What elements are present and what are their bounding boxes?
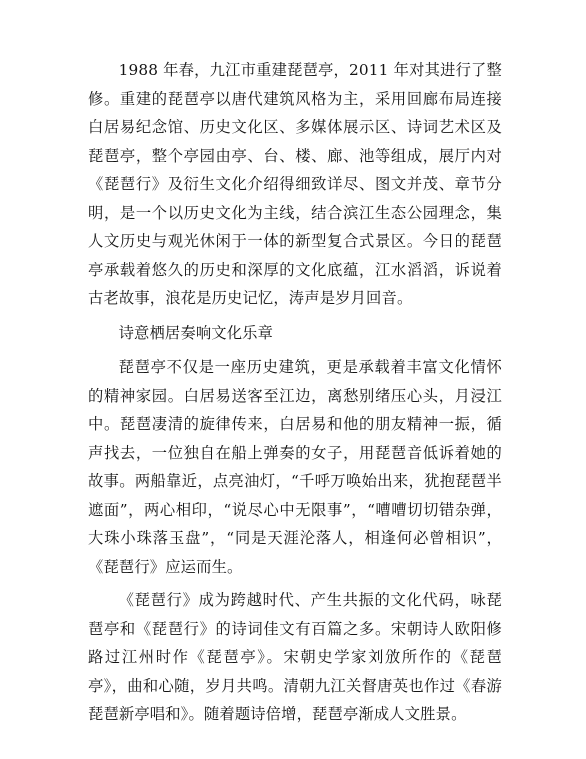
paragraph-pipa-story: 琵琶亭不仅是一座历史建筑，更是承载着丰富文化情怀的精神家园。白居易送客至江边，离愁别绪压心头，月浸江中。琵琶凄清的旋律传来，白居易和他的朋友精神一振，循声找去，一位独自在船上弹奏的女子，用琵琶音低诉着她的故事。两船靠近，点亮油灯，“千呼万唤始出来，犹抱琵琶半遮面”，两心相印，“说尽心中无限事”，“嘈嘈切切错杂弹，大珠小珠落玉盘”，“同是天涯沦落人，相逢何必曾相识”，《琵琶行》应运而生。 [88,358,502,576]
paragraph-history: 1988 年春，九江市重建琵琶亭，2011 年对其进行了整修。重建的琵琶亭以唐代建筑风格为主，采用回廊布局连接白居易纪念馆、历史文化区、多媒体展示区、诗词艺术区及琵琶亭，整个亭园由亭、台、楼、廊、池等组成，展厅内对《琵琶行》及衍生文化介绍得细致详尽、图文并茂、章节分明，是一个以历史文化为主线，结合滨江生态公园理念，集人文历史与观光休闲于一体的新型复合式景区。今日的琵琶亭承载着悠久的历史和深厚的文化底蕴，江水滔滔，诉说着古老故事，浪花是历史记忆，涛声是岁月回音。 [88,61,502,307]
section-heading: 诗意栖居奏响文化乐章 [118,323,274,342]
paragraph-poetry-legacy: 《琵琶行》成为跨越时代、产生共振的文化代码，咏琵琶亭和《琵琶行》的诗词佳文有百篇之多。宋朝诗人欧阳修路过江州时作《琵琶亭》。宋朝史学家刘攽所作的《琵琶亭》，曲和心随，岁月共鸣。清朝九江关督唐英也作过《春游琵琶新亭唱和》。随着题诗倍增，琵琶亭渐成人文胜景。 [88,591,502,723]
article-body [88,56,502,729]
